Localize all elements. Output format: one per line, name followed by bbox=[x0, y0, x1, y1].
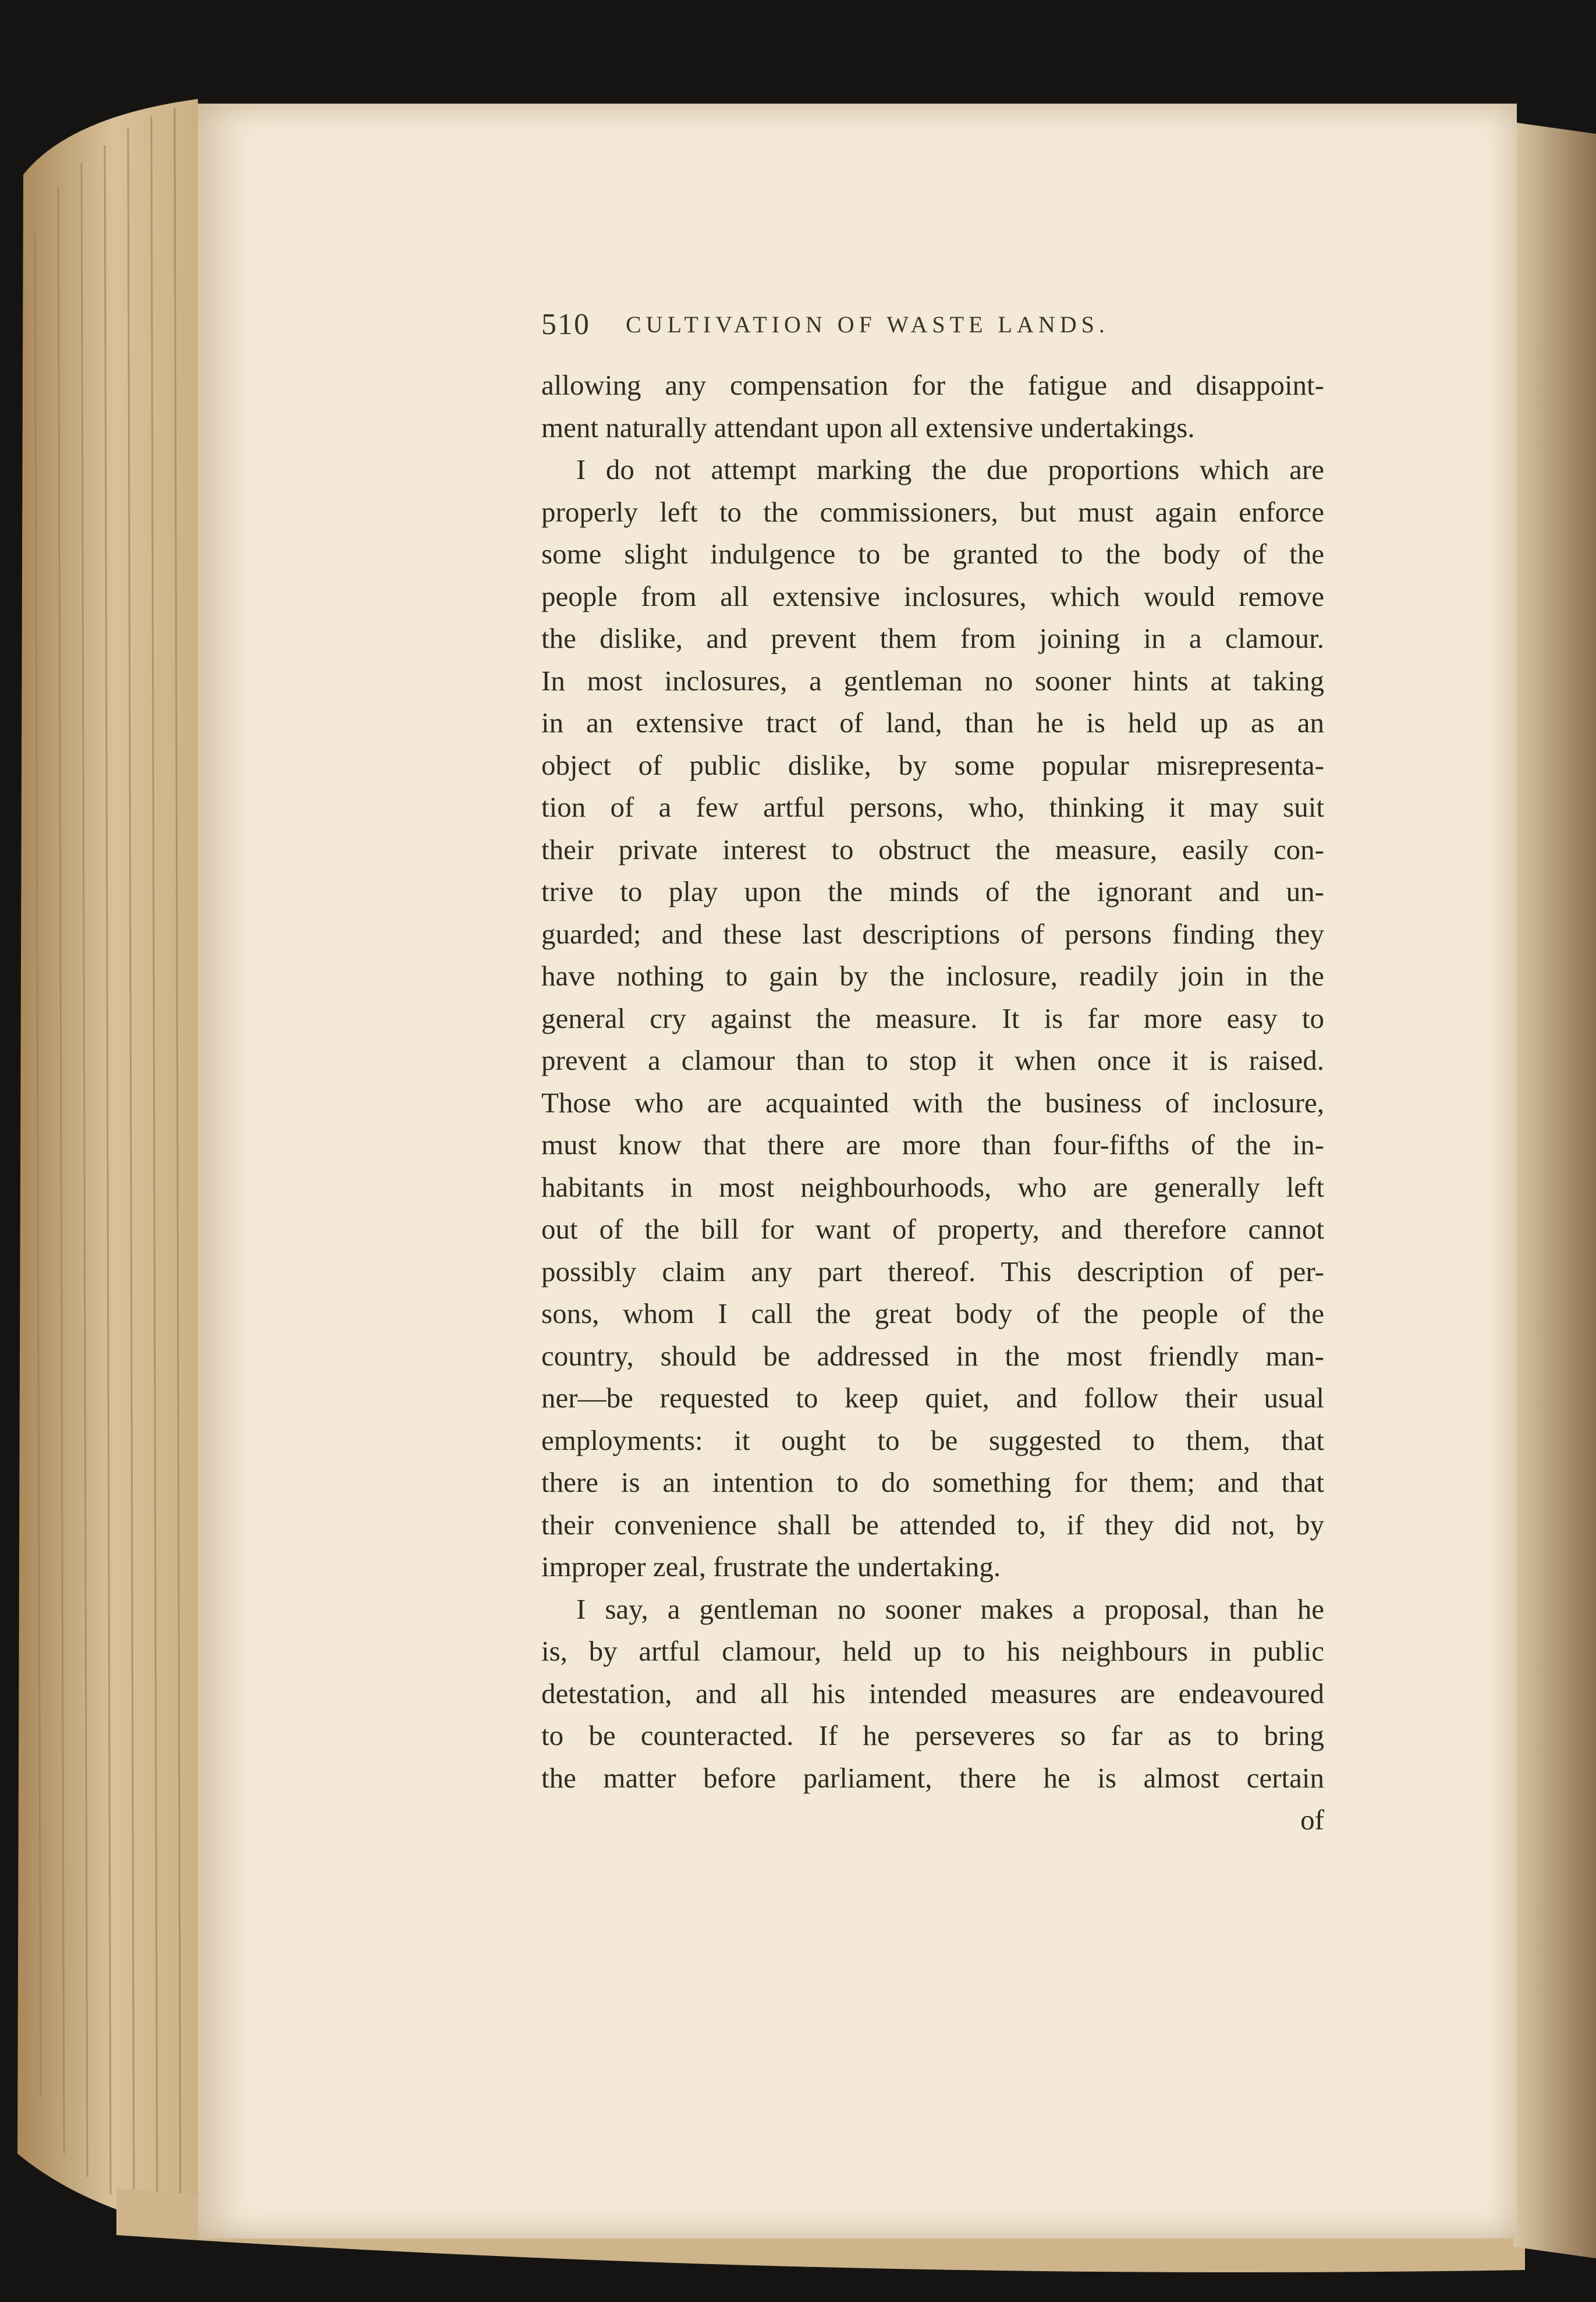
text-line: ment naturally attendant upon all extensive undertakings. bbox=[541, 411, 1195, 444]
text-line: is, by artful clamour, held up to his neighbours in public bbox=[541, 1635, 1324, 1667]
text-line: have nothing to gain by the inclosure, readily join in the bbox=[541, 960, 1324, 992]
text-line: In most inclosures, a gentleman no sooner hints at taking bbox=[541, 664, 1324, 697]
text-line: their private interest to obstruct the measure, easily con- bbox=[541, 833, 1324, 866]
text-line: habitants in most neighbourhoods, who are generally left bbox=[541, 1170, 1324, 1203]
page-number: 510 bbox=[541, 308, 590, 341]
text-line: some slight indulgence to be granted to the body of the bbox=[541, 538, 1324, 570]
text-line: possibly claim any part thereof. This description of per- bbox=[541, 1255, 1324, 1287]
text-line: I say, a gentleman no sooner makes a proposal, than he bbox=[576, 1592, 1324, 1625]
text-line: improper zeal, frustrate the undertaking. bbox=[541, 1551, 1001, 1583]
text-line: general cry against the measure. It is far more easy to bbox=[541, 1002, 1324, 1034]
text-line: sons, whom I call the great body of the people of the bbox=[541, 1297, 1324, 1329]
text-line: trive to play upon the minds of the ignorant and un- bbox=[541, 875, 1324, 907]
text-line: their convenience shall be attended to, if they did not, by bbox=[541, 1508, 1324, 1541]
text-line: Those who are acquainted with the business of inclosure, bbox=[541, 1086, 1324, 1119]
text-line: allowing any compensation for the fatigue and disappoint- bbox=[541, 369, 1324, 401]
running-head: CULTIVATION OF WASTE LANDS. bbox=[626, 311, 1109, 338]
text-line: tion of a few artful persons, who, thinking it may suit bbox=[541, 791, 1324, 823]
text-line: properly left to the commissioners, but must again enforce bbox=[541, 495, 1324, 528]
text-line: prevent a clamour than to stop it when once it is raised. bbox=[541, 1044, 1324, 1076]
text-line: country, should be addressed in the most friendly man- bbox=[541, 1339, 1324, 1372]
text-line: detestation, and all his intended measures are endeavoured bbox=[541, 1677, 1324, 1709]
page-header bbox=[541, 307, 1327, 348]
text-line: object of public dislike, by some popular misrepresenta- bbox=[541, 749, 1324, 781]
text-line: guarded; and these last descriptions of persons finding they bbox=[541, 917, 1324, 950]
text-line: the dislike, and prevent them from joining in a clamour. bbox=[541, 622, 1324, 654]
catchword: of bbox=[1300, 1804, 1324, 1836]
text-line: to be counteracted. If he perseveres so far as to bring bbox=[541, 1719, 1324, 1751]
text-line: people from all extensive inclosures, which would remove bbox=[541, 580, 1324, 612]
body-text bbox=[541, 364, 1324, 1842]
text-line: employments: it ought to be suggested to them, that bbox=[541, 1424, 1324, 1456]
text-line: I do not attempt marking the due proportions which are bbox=[576, 453, 1324, 485]
text-line: must know that there are more than four-fifths of the in- bbox=[541, 1129, 1324, 1161]
text-line: the matter before parliament, there he is almost certain bbox=[541, 1761, 1324, 1794]
text-line: there is an intention to do something for them; and that bbox=[541, 1466, 1324, 1498]
text-line: ner—be requested to keep quiet, and follow their usual bbox=[541, 1382, 1324, 1414]
text-line: out of the bill for want of property, and therefore cannot bbox=[541, 1213, 1324, 1245]
text-line: in an extensive tract of land, than he is held up as an bbox=[541, 707, 1324, 739]
